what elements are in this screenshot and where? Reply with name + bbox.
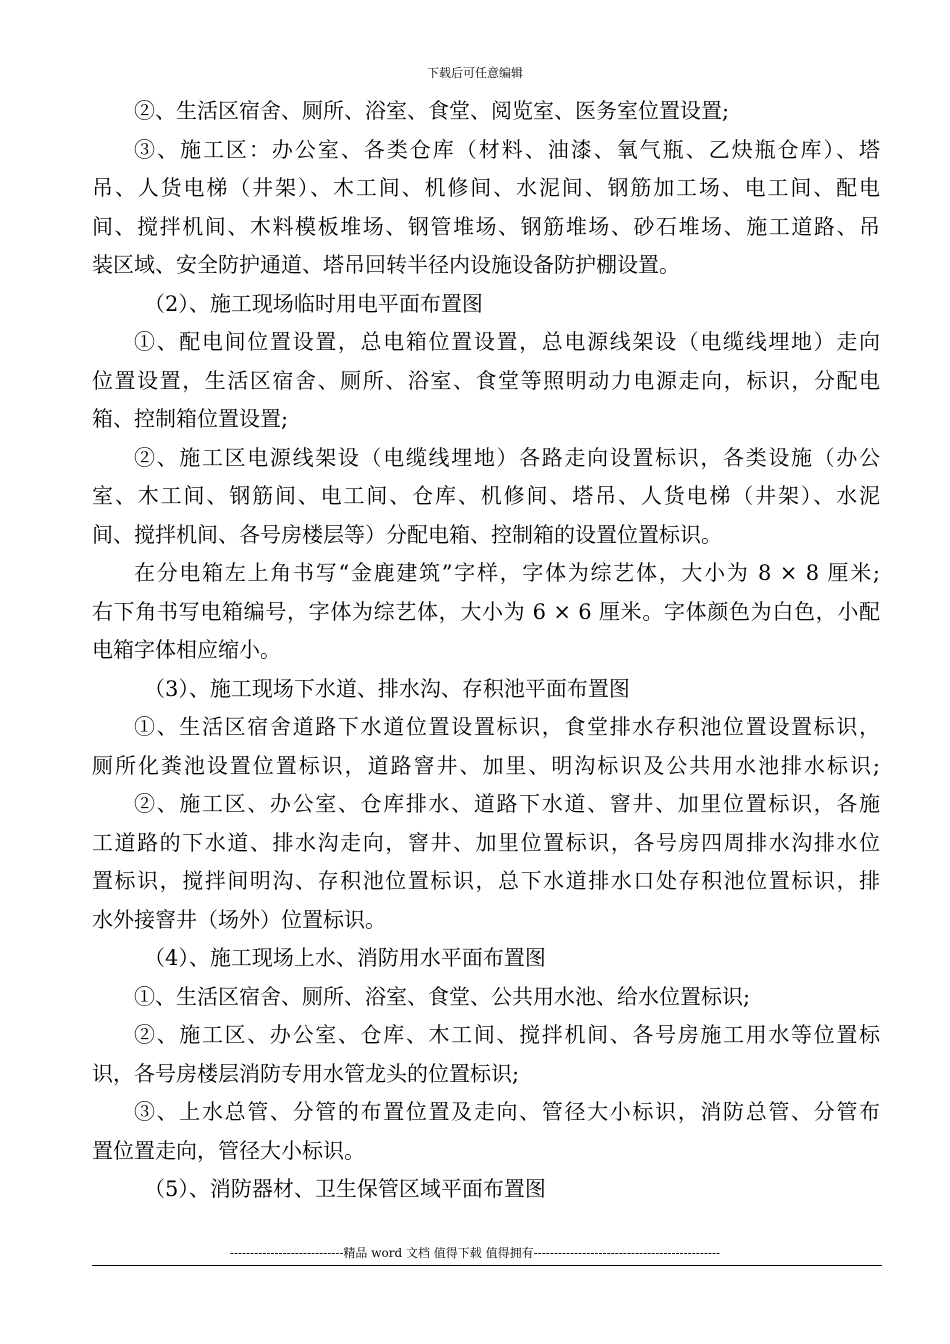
text-line: 箱、控制箱位置设置;	[92, 407, 289, 431]
text-line: ③、上水总管、分管的布置位置及走向、管径大小标识，消防总管、分管布	[134, 1100, 880, 1124]
text-line: 装区域、安全防护通道、塔吊回转半径内设施设备防护棚设置。	[92, 253, 680, 277]
section-heading: （3）、施工现场下水道、排水沟、存积池平面布置图	[144, 676, 630, 701]
text-line: ②、施工区电源线架设（电缆线埋地）各路走向设置标识，各类设施（办公	[134, 445, 880, 470]
page-footer: ----------------------------精品 word 文档 值得下载 值得拥有----------------------------------------------	[229, 1246, 721, 1260]
text-line: 置标识，搅拌间明沟、存积池位置标识，总下水道排水口处存积池位置标识，排	[92, 869, 880, 893]
text-line: 室、木工间、钢筋间、电工间、仓库、机修间、塔吊、人货电梯（井架）、水泥	[92, 484, 880, 508]
text-line: 置位置走向，管径大小标识。	[92, 1138, 365, 1163]
text-line: ③、施工区：办公室、各类仓库（材料、油漆、氧气瓶、乙炔瓶仓库）、塔	[134, 137, 880, 162]
text-line: 厕所化粪池设置位置标识，道路窨井、加里、明沟标识及公共用水池排水标识;	[92, 753, 880, 778]
section-heading: （5）、消防器材、卫生保管区域平面布置图	[144, 1177, 546, 1201]
text-line: 在分电箱左上角书写“金鹿建筑”字样，字体为综艺体，大小为 8 × 8 厘米;	[134, 561, 880, 585]
text-line: 位置设置，生活区宿舍、厕所、浴室、食堂等照明动力电源走向，标识，分配电	[92, 368, 880, 393]
text-line: 电箱字体相应缩小。	[92, 638, 281, 662]
text-line: ①、配电间位置设置，总电箱位置设置，总电源线架设（电缆线埋地）走向	[134, 330, 880, 354]
text-line: ②、生活区宿舍、厕所、浴室、食堂、阅览室、医务室位置设置;	[134, 99, 730, 123]
section-heading: （2）、施工现场临时用电平面布置图	[144, 291, 483, 316]
section-heading: （4）、施工现场上水、消防用水平面布置图	[144, 946, 546, 970]
document-body	[92, 92, 880, 1209]
footer-divider	[92, 1265, 882, 1266]
text-line: 右下角书写电箱编号，字体为综艺体，大小为 6 × 6 厘米。字体颜色为白色，小配	[92, 599, 880, 624]
text-line: ②、施工区、办公室、仓库、木工间、搅拌机间、各号房施工用水等位置标	[134, 1023, 880, 1047]
text-line: ①、生活区宿舍、厕所、浴室、食堂、公共用水池、给水位置标识;	[134, 984, 751, 1009]
text-line: 工道路的下水道、排水沟走向，窨井、加里位置标识，各号房四周排水沟排水位	[92, 830, 880, 855]
text-line: 间、搅拌机间、各号房楼层等）分配电箱、控制箱的设置位置标识。	[92, 522, 722, 547]
text-line: 间、搅拌机间、木料模板堆场、钢管堆场、钢筋堆场、砂石堆场、施工道路、吊	[92, 214, 880, 239]
page-header: 下载后可任意编辑	[426, 66, 523, 80]
text-line: ①、生活区宿舍道路下水道位置设置标识，食堂排水存积池位置设置标识，	[134, 715, 880, 739]
text-line: 识，各号房楼层消防专用水管龙头的位置标识;	[92, 1061, 520, 1086]
text-line: ②、施工区、办公室、仓库排水、道路下水道、窨井、加里位置标识，各施	[134, 792, 880, 816]
text-line: 吊、人货电梯（井架）、木工间、机修间、水泥间、钢筋加工场、电工间、配电	[92, 176, 880, 200]
text-line: 水外接窨井（场外）位置标识。	[92, 907, 386, 932]
